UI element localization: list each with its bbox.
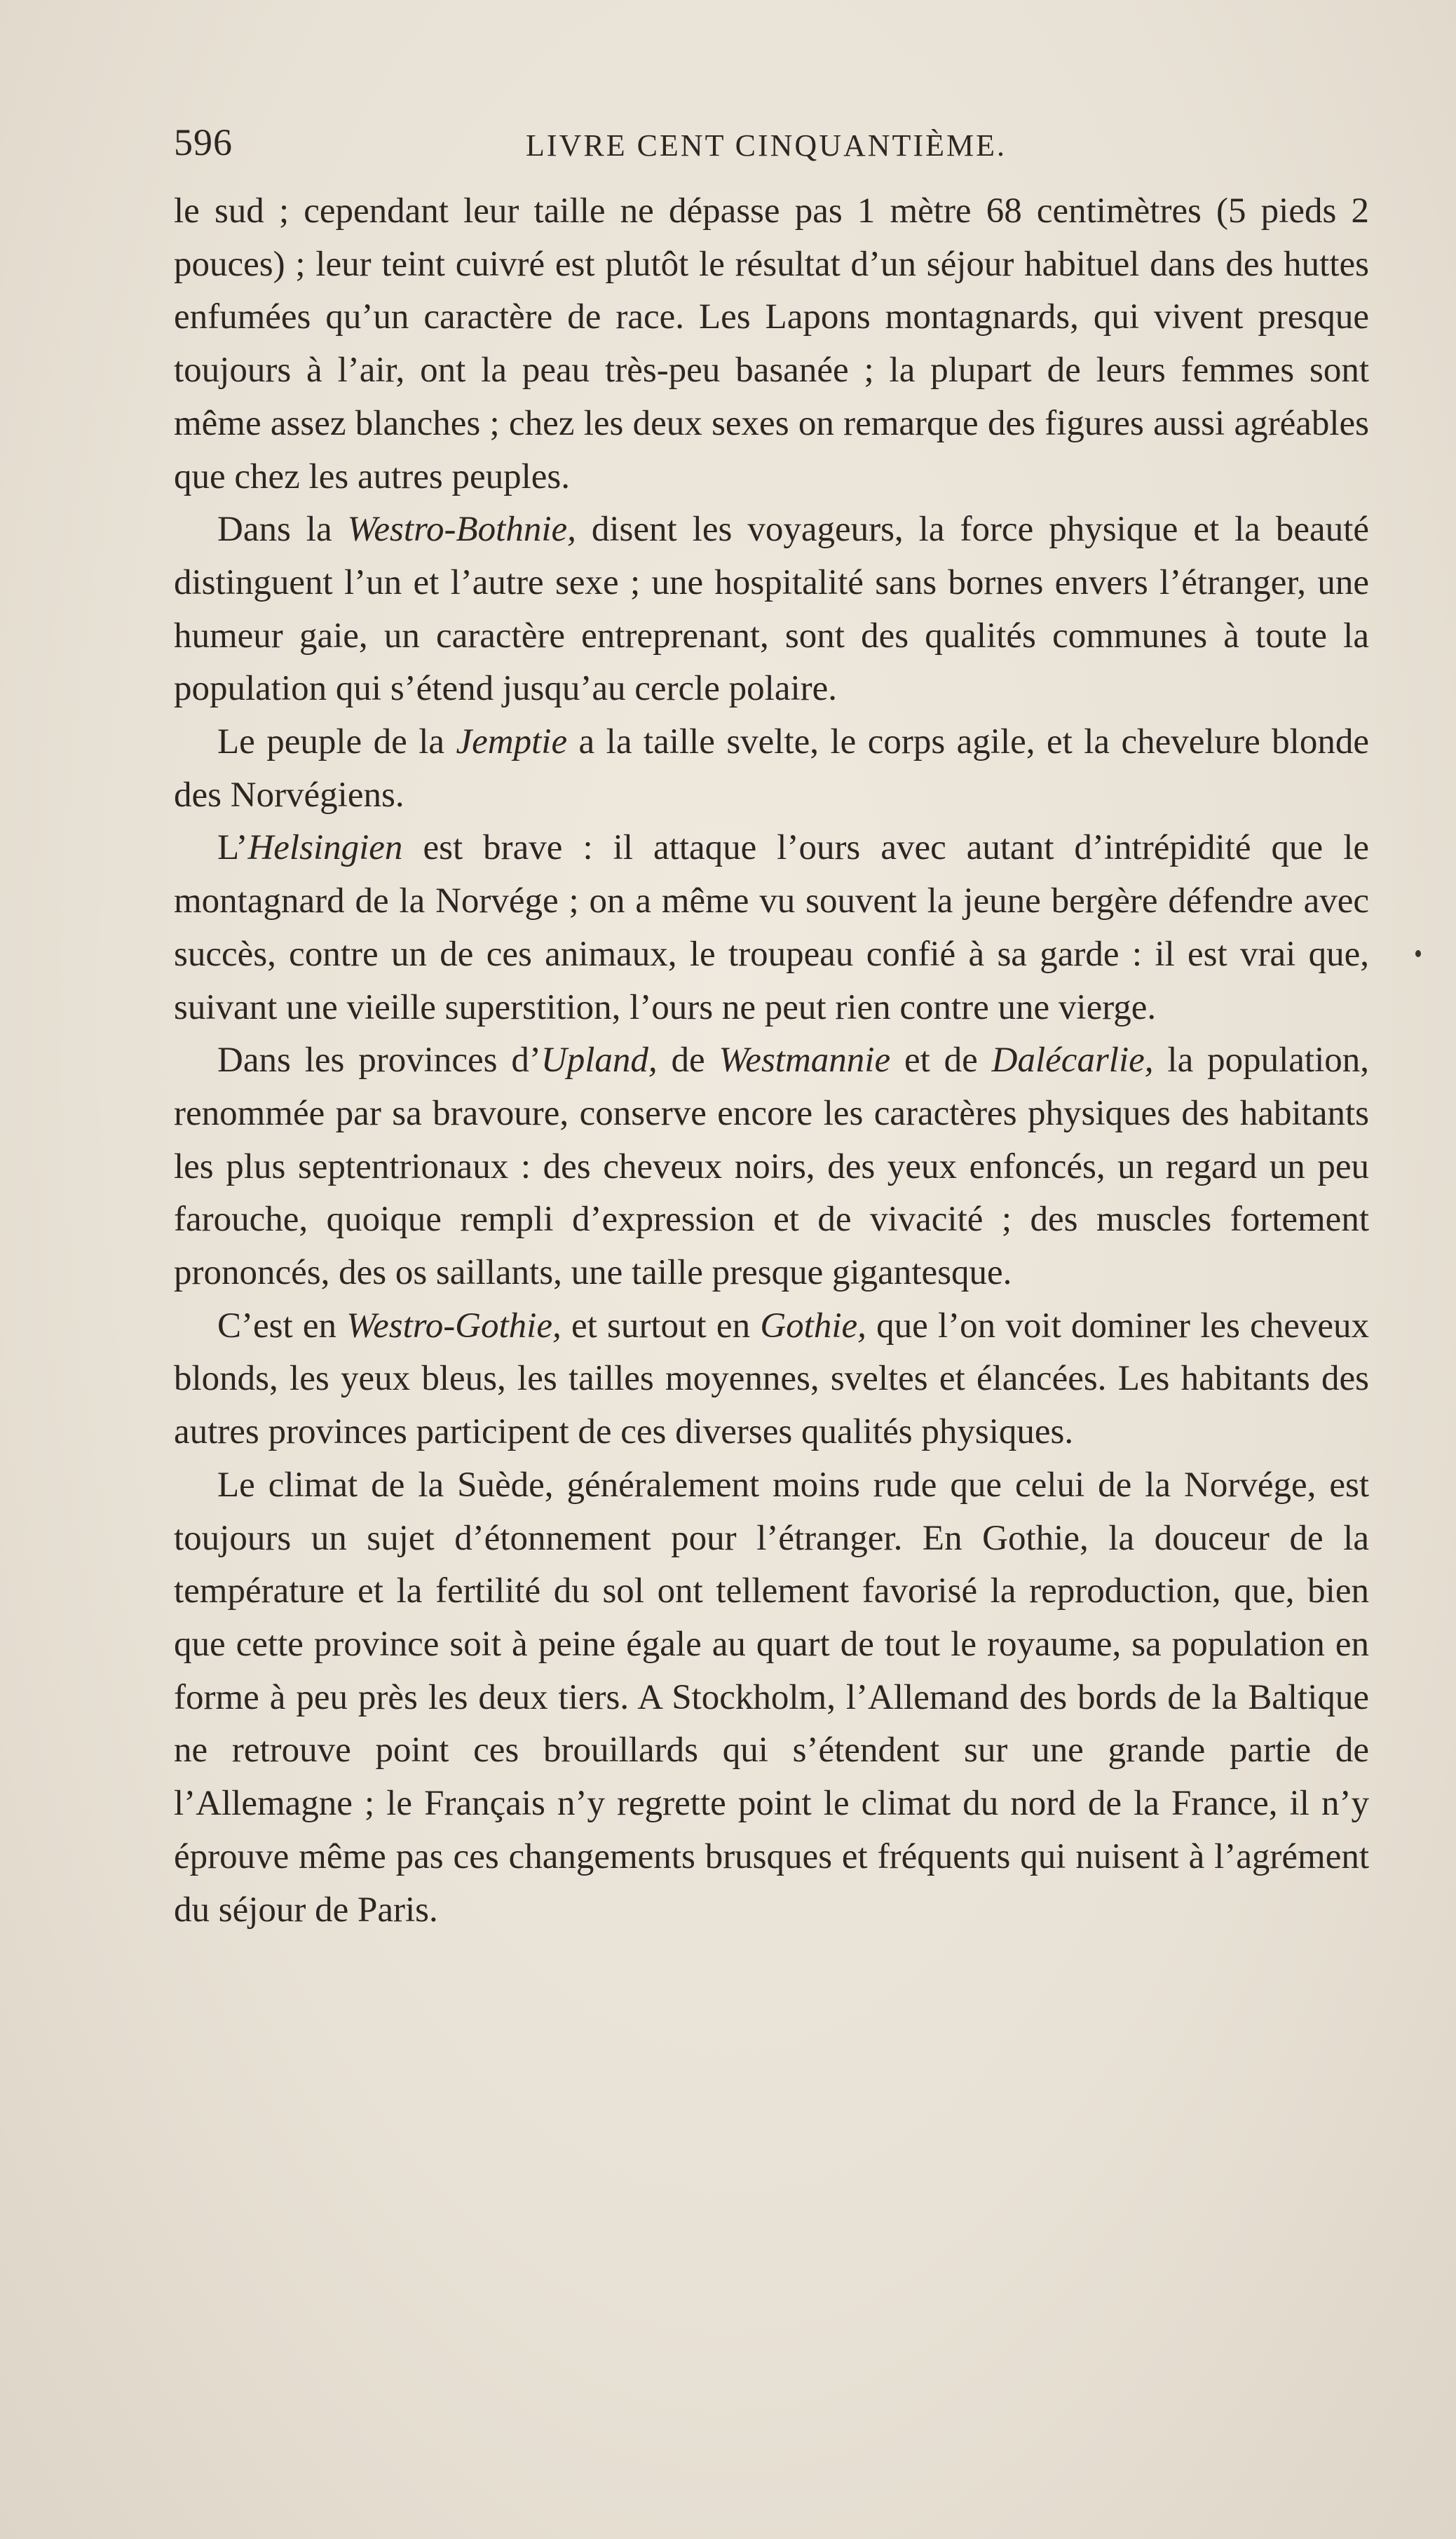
place-name: Upland, <box>540 1041 658 1081</box>
page-header <box>174 121 1359 177</box>
ink-speck <box>1415 950 1421 957</box>
place-name: Jemptie <box>456 722 568 762</box>
page-number: 596 <box>174 121 233 163</box>
paragraph: Dans la Westro-Bothnie, disent les voyageurs, la force physique et la beauté distinguent l’un et l’autre sexe ; une hospitalité sans bornes envers l’étranger, une humeur gaie, un caractère entreprenant, sont des qualités communes à toute la population qui s’étend jusqu’au cercle polaire. <box>174 510 1370 709</box>
paragraph: Dans les provinces d’Upland, de Westmannie et de Dalécarlie, la population, renommée par sa bravoure, conserve encore les caractères physiques des habitants les plus septentrionaux : des cheveux noirs, des yeux enfoncés, un regard un peu farouche, quoique rempli d’expression et de vivacité ; des muscles fortement prononcés, des os saillants, une taille presque gigantesque. <box>174 1041 1369 1293</box>
place-name: Westro-Gothie, <box>346 1306 562 1346</box>
paragraph: le sud ; cependant leur taille ne dépasse pas 1 mètre 68 centimètres (5 pieds 2 pouces) ; leur teint cuivré est plutôt le résultat d’un séjour habituel dans des huttes enfumées qu’un caractère de race. Les Lapons montagnards, qui vivent presque toujours à l’air, ont la peau très-peu basanée ; la plupart de leurs femmes sont même assez blanches ; chez les deux sexes on remarque des figures aussi agréables que chez les autres peuples. <box>174 191 1369 496</box>
place-name: Westmannie <box>719 1041 891 1081</box>
paragraph: C’est en Westro-Gothie, et surtout en Gothie, que l’on voit dominer les cheveux blonds, les yeux bleus, les tailles moyennes, sveltes et élancées. Les habitants des autres provinces participent de ces diverses qualités physiques. <box>174 1306 1369 1452</box>
paragraph: L’Helsingien est brave : il attaque l’ours avec autant d’intrépidité que le montagnard de la Norvége ; on a même vu souvent la jeune bergère défendre avec succès, contre un de ces animaux, le troupeau confié à sa garde : il est vrai que, suivant une vieille superstition, l’ours ne peut rien contre une vierge. <box>174 828 1369 1027</box>
place-name: Gothie, <box>760 1306 866 1346</box>
place-name: Dalécarlie, <box>991 1041 1154 1081</box>
running-head: LIVRE CENT CINQUANTIÈME. <box>526 128 1007 163</box>
paragraph: Le peuple de la Jemptie a la taille svelte, le corps agile, et la chevelure blonde des Norvégiens. <box>174 722 1369 815</box>
place-name: Westro-Bothnie, <box>347 510 576 550</box>
place-name: Helsingien <box>247 828 403 868</box>
body-text <box>174 185 1369 1937</box>
paragraph: Le climat de la Suède, généralement moins rude que celui de la Norvége, est toujours un sujet d’étonnement pour l’étranger. En Gothie, la douceur de la température et la fertilité du sol ont tellement favorisé la reproduction, que, bien que cette province soit à peine égale au quart de tout le royaume, sa population en forme à peu près les deux tiers. A Stockholm, l’Allemand des bords de la Baltique ne retrouve point ces brouillards qui s’étendent sur une grande partie de l’Allemagne ; le Français n’y regrette point le climat du nord de la France, il n’y éprouve même pas ces changements brusques et fréquents qui nuisent à l’agrément du séjour de Paris. <box>174 1465 1369 1930</box>
